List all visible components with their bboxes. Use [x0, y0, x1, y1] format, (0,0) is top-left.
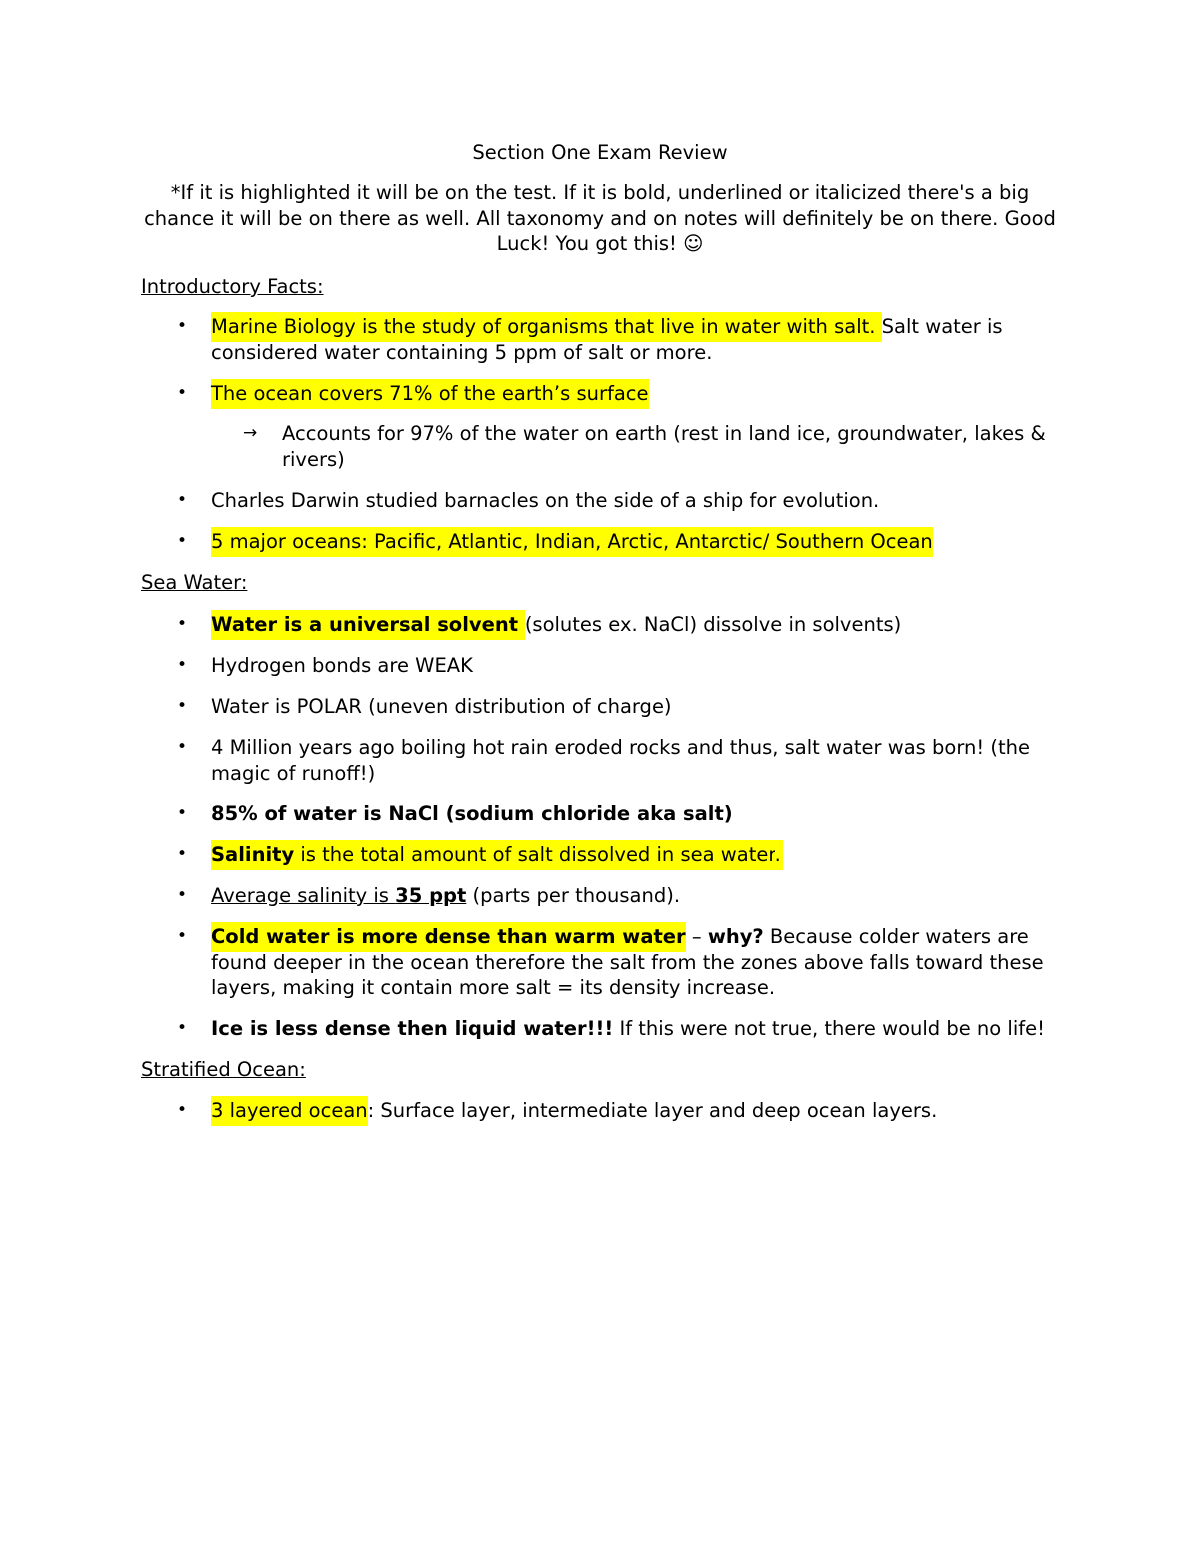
- bullet-icon: •: [176, 885, 188, 905]
- list-item-ice-density: [211, 1016, 1071, 1042]
- item-text: (solutes ex. NaCl) dissolve in solvents): [524, 613, 902, 636]
- bold-text: why?: [707, 925, 764, 948]
- list-item-universal-solvent: [211, 612, 1071, 638]
- item-text: Salt water is considered water containing 5 ppm of salt or more.: [211, 315, 1003, 364]
- item-text: If this were not true, there would be no life!: [613, 1017, 1045, 1040]
- item-text: –: [685, 925, 708, 948]
- list-item-average-salinity: [211, 883, 1071, 909]
- highlighted-bold-text: Water is a universal solvent: [211, 610, 525, 640]
- list-item-cold-water-density: [211, 924, 1071, 1001]
- item-text: (parts per thousand).: [466, 884, 681, 907]
- item-text: Because colder waters are found deeper in the ocean therefore the salt from the zones above falls toward these layers, making it contain more salt = its density increase.: [211, 925, 1044, 999]
- list-item-nacl: 85% of water is NaCl (sodium chloride aka salt): [211, 802, 733, 825]
- list-subitem-water-share: Accounts for 97% of the water on earth (rest in land ice, groundwater, lakes & rivers): [282, 422, 1046, 471]
- bullet-icon: •: [176, 614, 188, 634]
- bold-text: Ice is less dense then liquid water!!!: [211, 1017, 614, 1040]
- bullet-icon: •: [176, 844, 188, 864]
- list-item-salt-water-origin: 4 Million years ago boiling hot rain eroded rocks and thus, salt water was born! (the magic of runoff!): [211, 736, 1030, 785]
- list-item-major-oceans: [211, 529, 1071, 555]
- highlighted-text: The ocean covers 71% of the earth’s surface: [211, 379, 649, 409]
- bullet-icon: •: [176, 655, 188, 675]
- underlined-text: Average salinity is: [211, 884, 396, 907]
- list-item-ocean-coverage: [211, 381, 1071, 407]
- bullet-icon: •: [176, 383, 188, 403]
- item-text: : Surface layer, intermediate layer and deep ocean layers.: [367, 1099, 938, 1122]
- underlined-bold-text: 35 ppt: [395, 884, 467, 907]
- heading-introductory-facts: Introductory Facts:: [141, 275, 324, 298]
- bullet-icon: •: [176, 1100, 188, 1120]
- bullet-icon: •: [176, 803, 188, 823]
- highlighted-bold-text: Salinity: [211, 840, 294, 870]
- bullet-icon: •: [176, 531, 188, 551]
- document-title: Section One Exam Review: [472, 141, 728, 164]
- highlighted-text: 3 layered ocean: [211, 1096, 368, 1126]
- intro-note: *If it is highlighted it will be on the test. If it is bold, underlined or italicized there's a big chance it will be on there as well. All taxonomy and on notes will definitely be on there. Good Luck! You got this! ☺: [144, 181, 1056, 255]
- list-item-water-polar: Water is POLAR (uneven distribution of charge): [211, 695, 672, 718]
- bullet-icon: •: [176, 490, 188, 510]
- bullet-icon: •: [176, 696, 188, 716]
- bullet-icon: •: [176, 737, 188, 757]
- heading-stratified-ocean: Stratified Ocean:: [141, 1058, 306, 1081]
- heading-sea-water: Sea Water:: [141, 571, 248, 594]
- bullet-icon: •: [176, 926, 188, 946]
- highlighted-text: Marine Biology is the study of organisms that live in water with salt.: [211, 312, 882, 342]
- highlighted-text: is the total amount of salt dissolved in sea water: [294, 840, 774, 870]
- arrow-icon: →: [243, 423, 258, 443]
- highlighted-bold-text: Cold water is more dense than warm water: [211, 922, 686, 952]
- bullet-icon: •: [176, 316, 188, 336]
- bullet-icon: •: [176, 1018, 188, 1038]
- list-item-salinity: [211, 842, 1071, 868]
- highlighted-text: 5 major oceans: Pacific, Atlantic, Indian, Arctic, Antarctic/ Southern Ocean: [211, 527, 933, 557]
- list-item-marine-biology: [211, 314, 1071, 365]
- list-item-layered-ocean: [211, 1098, 1071, 1124]
- highlighted-text: .: [775, 840, 783, 870]
- list-item-darwin: Charles Darwin studied barnacles on the side of a ship for evolution.: [211, 489, 880, 512]
- list-item-hydrogen-bonds: Hydrogen bonds are WEAK: [211, 654, 473, 677]
